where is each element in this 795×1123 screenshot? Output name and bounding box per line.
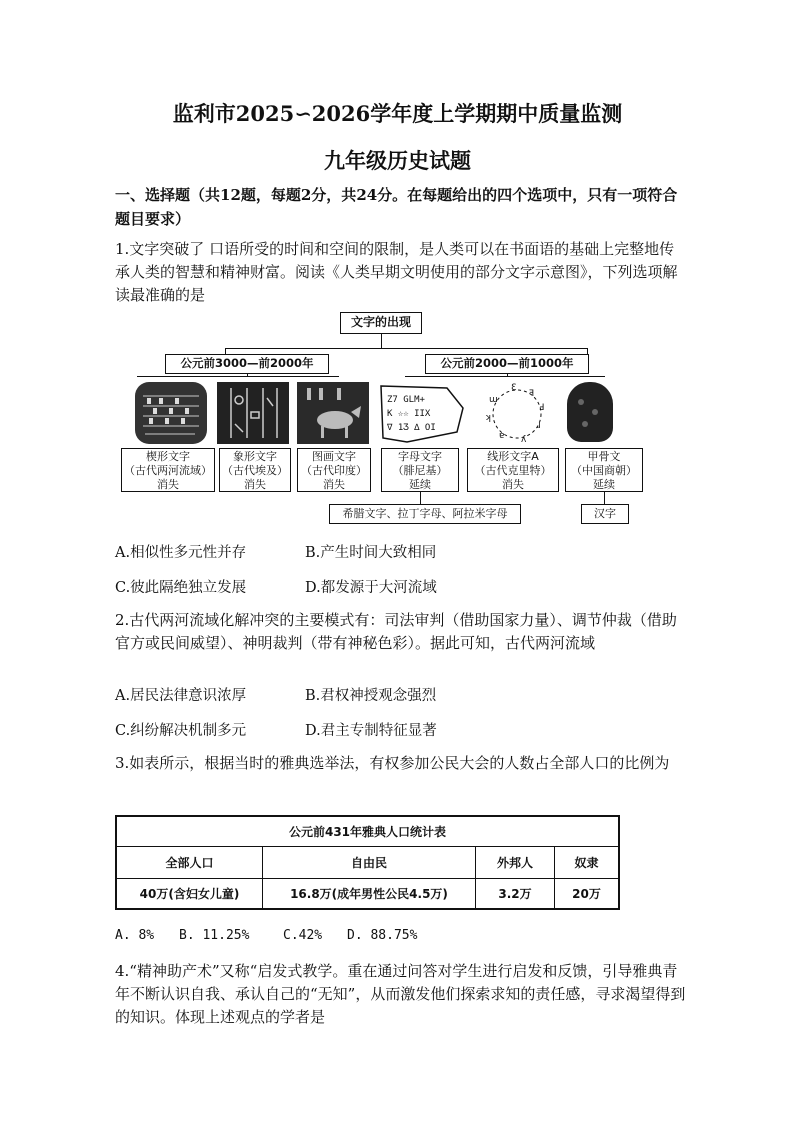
phoenician-tablet-image [377, 382, 465, 444]
q3-option-d[interactable]: D. 88.75% [347, 928, 418, 943]
svg-text:ꟻ: ꟻ [529, 389, 535, 399]
descendant-hanzi: 汉字 [581, 504, 629, 524]
table-caption: 公元前431年雅典人口统计表 [117, 817, 619, 847]
q1-option-b[interactable]: B.产生时间大致相同 [305, 545, 437, 561]
table-cell: 40万(含妇女儿童) [117, 879, 263, 909]
table-header: 全部人口 [117, 847, 263, 879]
q3-option-b[interactable]: B. 11.25% [179, 928, 250, 943]
script-evolution-diagram [115, 310, 680, 530]
q2-option-b[interactable]: B.君权神授观念强烈 [305, 688, 437, 704]
script-label-cuneiform: 楔形文字 （古代两河流域） 消失 [121, 448, 215, 492]
question-2-options-row2 [115, 719, 437, 740]
script-label-hieroglyph: 象形文字 （古代埃及） 消失 [219, 448, 291, 492]
hieroglyph-image [217, 382, 289, 444]
svg-text:Ⅎ: Ⅎ [539, 403, 545, 413]
period-1: 公元前3000—前2000年 [165, 354, 329, 374]
svg-text:ɐ: ɐ [499, 431, 505, 441]
svg-text:ʎ: ʎ [521, 435, 527, 445]
oracle-bone-image [567, 382, 613, 442]
athens-population-table [115, 815, 620, 910]
question-3-stem: 3.如表所示，根据当时的雅典选举法，有权参加公民大会的人数占全部人口的比例为 [115, 754, 670, 772]
cuneiform-tablet-image [135, 382, 207, 444]
q1-option-c[interactable]: C.彼此隔绝独立发展 [115, 580, 247, 596]
table-cell: 16.8万(成年男性公民4.5万) [263, 879, 476, 909]
table-header: 奴隶 [555, 847, 619, 879]
script-label-oracle-bone: 甲骨文 （中国商朝） 延续 [565, 448, 643, 492]
q3-option-c[interactable]: C.42% [283, 928, 323, 943]
exam-subtitle: 九年级历史试题 [324, 148, 471, 173]
question-4-stem: 4.“精神助产术”又称“启发式教学。重在通过问答对学生进行启发和反馈，引导雅典青年不断认识自我、承认自己的“无知”，从而激发他们探索求知的责任感，寻求渴望得到的知识。体现上述观点的学者是 [115, 962, 686, 1026]
q1-option-d[interactable]: D.都发源于大河流域 [305, 580, 437, 596]
svg-text:ʞ: ʞ [485, 413, 492, 423]
question-3-options [115, 928, 417, 943]
q2-option-a[interactable]: A.居民法律意识浓厚 [115, 688, 247, 704]
question-1-options-row1 [115, 541, 436, 562]
svg-text:ɯ: ɯ [489, 395, 498, 405]
question-1-options-row2 [115, 576, 437, 597]
section-heading: 一、选择题（共12题，每题2分，共24分。在每题给出的四个选项中，只有一项符合题目要求） [115, 186, 678, 228]
question-2-stem: 2.古代两河流域化解冲突的主要模式有：司法审判（借助国家力量）、调节仲裁（借助官方或民间威望）、神明裁判（带有神秘色彩）。据此可知，古代两河流域 [115, 611, 677, 652]
table-header: 自由民 [263, 847, 476, 879]
exam-title: 监利市2025∽2026学年度上学期期中质量监测 [172, 101, 623, 126]
q3-option-a[interactable]: A. 8% [115, 928, 155, 943]
svg-text:ɹ: ɹ [537, 421, 541, 431]
table-cell: 20万 [555, 879, 619, 909]
question-1-stem: 1.文字突破了 口语所受的时间和空间的限制，是人类可以在书面语的基础上完整地传承人类的智慧和精神财富。阅读《人类早期文明使用的部分文字示意图》，下列选项解读最准确的是 [115, 240, 678, 304]
indus-seal-image [297, 382, 369, 444]
svg-text:K ☆☆ IIX: K ☆☆ IIX [387, 409, 431, 419]
q2-option-d[interactable]: D.君主专制特征显著 [305, 723, 437, 739]
script-label-linear-a: 线形文字A （古代克里特） 消失 [467, 448, 559, 492]
descendant-alphabets: 希腊文字、拉丁字母、阿拉米字母 [329, 504, 521, 524]
q2-option-c[interactable]: C.纠纷解决机制多元 [115, 723, 247, 739]
script-label-indus: 图画文字 （古代印度） 消失 [297, 448, 371, 492]
svg-text:Z7 GLM+: Z7 GLM+ [387, 395, 425, 405]
q1-option-a[interactable]: A.相似性多元性并存 [115, 545, 247, 561]
table-header: 外邦人 [476, 847, 555, 879]
linear-a-disc-image [477, 380, 553, 446]
period-2: 公元前2000—前1000年 [425, 354, 589, 374]
question-2-options-row1 [115, 684, 436, 705]
diagram-root: 文字的出现 [340, 312, 422, 334]
svg-text:Ɛ: Ɛ [511, 383, 517, 393]
table-cell: 3.2万 [476, 879, 555, 909]
script-label-phoenician: 字母文字 （腓尼基） 延续 [381, 448, 459, 492]
svg-text:∇ 1Ӡ ∆ OI: ∇ 1Ӡ ∆ OI [387, 423, 436, 433]
